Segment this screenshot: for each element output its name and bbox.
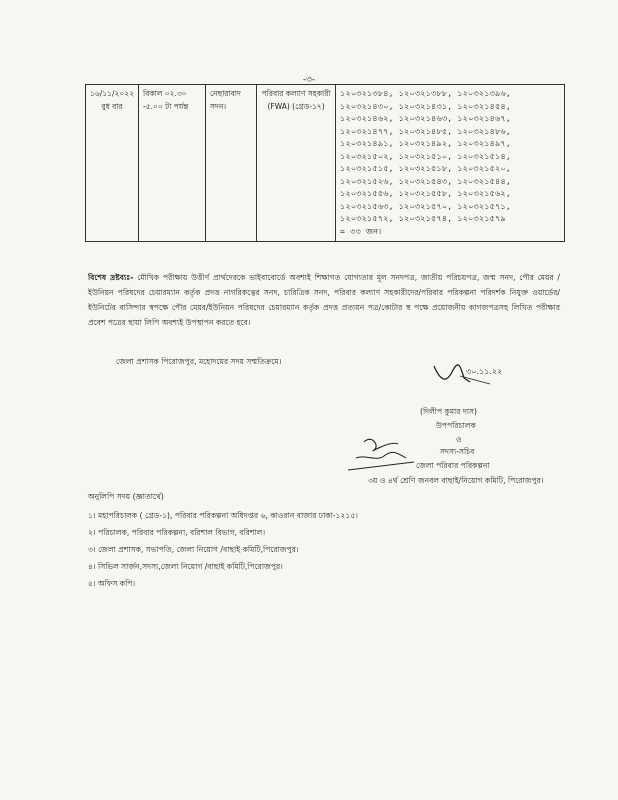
copy-list — [88, 507, 358, 592]
day-text: বুধ বার — [101, 101, 123, 111]
conjunction-text: ও — [456, 435, 462, 444]
roll-line: ১২০৩২১৪৩০, ১২০৩২১৪৩১, ১২০৩২১৪৫৪, — [340, 101, 511, 111]
list-item: ৪। সিভিল সার্জন,সদস্য,জেলা নিয়োগ /বাছাই কমিটি,পিরোজপুর। — [88, 562, 283, 571]
roll-line: ১২০৩২১৫৬৩, ১২০৩২১৫৭০, ১২০৩২১৫৭১, — [340, 201, 511, 211]
notice-text: মৌখিক পরীক্ষায় উত্তীর্ণ প্রার্থদেরকে ভাইবাবোর্ডে অবশ্যই শিক্ষাগত যোগ্যতার মূল সনদপত্র, জাতীয় পরিচয়পত্র, জন্ম সনদ, পৌর মেয়র /ইউনিয়ন পরিষদের চেয়ারম্যান কর্তৃক প্রদত্ত নাগরিকত্বের সনদ, চারিত্রিক সনদ, পরিবার কল্যাণ সহকারীদের/পরিবার পরিকল্পনা পরিদর্শক নিযুক্ত ওয়ার্ডের/ ইউনিটের বাসিন্দার স্বপক্ষে পৌর মেয়র/ইউনিয়ন পরিষদের চেয়ারম্যান কর্তৃক প্রদত্ত প্রত্যয়ন পত্র/কোটার স্ব পক্ষে প্রয়োজনীয় কাগজপত্রসহ লিখিত পরীক্ষার প্রবেশ পত্রের ছায়া লিপি অবশ্যই উপস্থাপন করতে হবে। — [88, 273, 560, 327]
signature-scribble-2 — [346, 432, 420, 472]
page-number: -৩- — [302, 75, 316, 85]
copy-list-title: অনুলিপি সদয় (জ্ঞাতার্থে) — [88, 492, 164, 501]
notice-label: বিশেষ দ্রষ্টব্যঃ- — [88, 273, 134, 282]
list-item: ৫। অফিস কপি। — [88, 579, 136, 588]
venue-suffix: সদন। — [210, 101, 227, 111]
table-row — [86, 85, 565, 242]
post-cell — [257, 85, 336, 242]
special-notice — [88, 270, 560, 330]
roll-line: ১২০৩২১৪৬২, ১২০৩২১৪৬৩, ১২০৩২১৪৬৭, — [340, 114, 511, 123]
endorsement-line: জেলা প্রশাসক পিরোজপুর, মহোদয়ের সদয় সম্মতিক্রমে। — [116, 357, 282, 366]
time-cell — [139, 85, 206, 242]
date-cell — [86, 85, 139, 242]
signature-scribble-1 — [430, 362, 502, 390]
exam-schedule-table — [85, 84, 565, 242]
list-item: ৩। জেলা প্রশাসক, সভাপতি, জেলা নিয়োগ /বাছাই কমিটি,পিরোজপুর। — [88, 545, 299, 554]
venue-name: নেছারাবাদ — [210, 89, 241, 98]
list-item: ১। মহাপরিচালক ( গ্রেড-১), পরিবার পরিকল্পনা অধিদপ্তর ৬, কাওরান বাজার ঢাকা-১২১৫। — [88, 511, 358, 520]
roll-total: = ৩৩ জন। — [340, 226, 382, 236]
roll-line: ১২০৩২১৪৯১, ১২০৩২১৪৯২, ১২০৩২১৪৯৭, — [340, 139, 511, 148]
signatory1-name: (দিলীপ কুমার দাস) — [420, 407, 478, 416]
roll-line: ১২০৩২১৪৭৭, ১২০৩২১৪৮৫, ১২০৩২১৪৮৬, — [340, 126, 511, 136]
roll-line: ১২০৩২১৫৭২, ১২০৩২১৫৭৪, ১২০৩২১৫৭৯ — [340, 214, 506, 223]
signatory2-committee: ৩য় ও ৪র্থ শ্রেণি জনবল বাছাই/নিয়োগ কমিটি, পিরোজপুর। — [368, 476, 544, 485]
time-end: -৫.০০ টা পর্যন্ত — [143, 101, 189, 111]
roll-line: ১২০৩২১৫০২, ১২০৩২১৫১০, ১২০৩২১৫১৪, — [340, 151, 511, 161]
time-start: বিকাল ০২.৩০ — [143, 89, 187, 98]
signatory1-designation: উপপরিচালক — [436, 421, 476, 430]
signature-date: ৩০.১১.২২ — [466, 367, 502, 376]
venue-cell — [206, 85, 257, 242]
signatory2-designation: সদস্য-সচিব — [440, 447, 475, 456]
post-name: পরিবার কল্যাণ সহকারী — [261, 89, 331, 98]
roll-line: ১২০৩২১৫১৫, ১২০৩২১৫১৮, ১২০৩২১৫২০, — [340, 164, 511, 173]
date-text: ১৬/১১/২০২২ — [90, 89, 135, 98]
roll-line: ১২০৩২১৫২৬, ১২০৩২১৫৪৩, ১২০৩২১৫৪৪, — [340, 176, 511, 186]
post-grade: (FWA) (গ্রেড-১৭) — [267, 101, 325, 111]
roll-line: ১২০৩২১৩৮৪, ১২০৩২১৩৮৮, ১২০৩২১৩৯৬, — [340, 89, 511, 98]
signatory2-office: জেলা পরিবার পরিকল্পনা — [416, 461, 490, 470]
list-item: ২। পরিচালক, পরিবার পরিকল্পনা, বরিশাল বিভাগ, বরিশাল। — [88, 528, 266, 537]
roll-numbers-cell — [336, 85, 565, 242]
roll-line: ১২০৩২১৫৫৬, ১২০৩২১৫৫৮, ১২০৩২১৫৬২, — [340, 189, 511, 198]
